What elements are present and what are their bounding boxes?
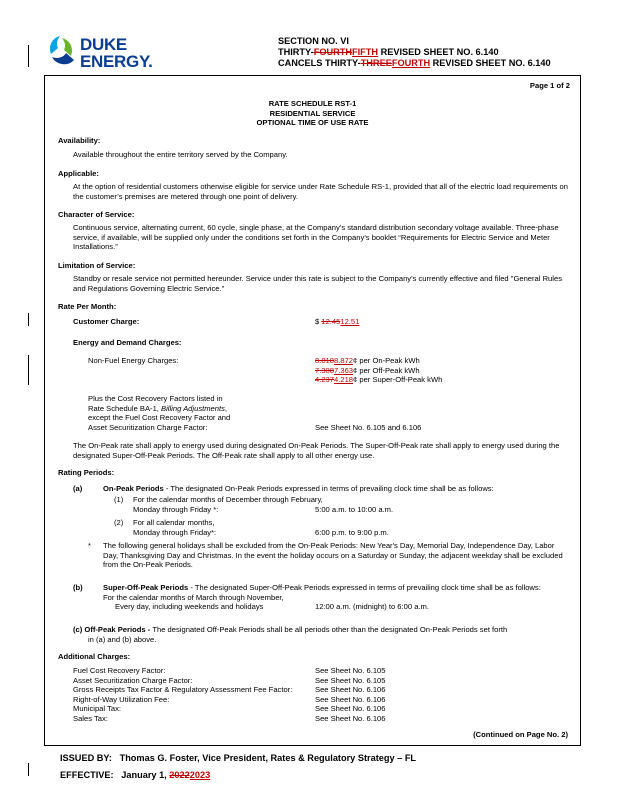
charge-offpeak — [315, 366, 442, 376]
schedule-title — [44, 99, 581, 128]
rate-heading: Rate Per Month: — [58, 302, 117, 311]
title-line1: RATE SCHEDULE RST-1 — [268, 99, 357, 108]
period-c-title: Off-Peak Periods - — [84, 625, 153, 634]
availability-heading: Availability: — [58, 136, 101, 145]
holiday-star: * — [88, 541, 91, 550]
effective-date — [60, 770, 210, 780]
header — [278, 36, 551, 69]
charge-onpeak-deleted: 8.818 — [315, 356, 335, 365]
period-b-first — [103, 583, 568, 593]
cost-recovery-value: See Sheet No. 6.105 and 6.106 — [315, 423, 422, 432]
cc-prefix: $ — [315, 317, 322, 326]
period-b-title: Super-Off-Peak Periods — [103, 583, 189, 592]
issued-by — [60, 753, 416, 763]
page-label: Page 1 of 2 — [529, 81, 570, 90]
period-b-text — [103, 583, 568, 602]
cancels-suffix: REVISED SHEET NO. 6.140 — [430, 58, 551, 68]
period-a2-text — [133, 518, 216, 537]
change-bar — [28, 355, 29, 385]
period-b-line1: For the calendar months of March through November, — [103, 592, 284, 602]
cancels-inserted: FOURTH — [391, 58, 431, 68]
charge-offpeak-suffix: ¢ per Off-Peak kWh — [353, 365, 420, 375]
period-c-label: (c) — [73, 625, 83, 634]
additional-value: See Sheet No. 6.106 — [315, 694, 386, 704]
charge-superoffpeak-inserted: 4.218 — [334, 375, 354, 385]
onpeak-note: The On-Peak rate shall apply to energy used during designated On-Peak Periods. The Super-Off-Peak rate shall apply to energy used during the designated Super-Off-Peak Periods. The Off-Peak rate shall apply to all other energy use. — [73, 441, 560, 460]
plus-line2 — [88, 404, 230, 414]
charge-offpeak-inserted: 7.363 — [334, 365, 354, 375]
additional-values — [315, 666, 386, 724]
period-a-label: (a) — [73, 484, 83, 493]
logo-line1: DUKE — [80, 35, 127, 54]
period-a-title: On-Peak Periods — [103, 484, 164, 493]
additional-label: Fuel Cost Recovery Factor: — [73, 666, 166, 675]
character-text: Continuous service, alternating current, 60 cycle, single phase, at the Company’s standard distribution secondary voltage available. Three-phase service, if available, will be supplied only under the conditions set forth in the Company’s booklet “Requirements for Electric Service and Meter Installations.” — [73, 223, 559, 252]
additional-labels — [73, 666, 292, 724]
charge-onpeak-inserted: 8.872 — [334, 356, 354, 365]
period-b-line2: Every day, including weekends and holidays — [115, 602, 264, 611]
additional-label: Right-of-Way Utilization Fee: — [73, 694, 170, 704]
period-b-body: - The designated Super-Off-Peak Periods expressed in terms of prevailing clock time shall be as follows: — [188, 583, 541, 592]
cancels-prefix: CANCELS THIRTY- — [278, 58, 361, 68]
periods-heading: Rating Periods: — [58, 468, 115, 477]
additional-value: See Sheet No. 6.106 — [315, 685, 386, 695]
issued-label: ISSUED BY: — [60, 753, 112, 763]
revised-inserted: FIFTH — [352, 47, 379, 57]
period-c-body2: in (a) and (b) above. — [88, 634, 157, 644]
availability-text: Available throughout the entire territory served by the Company. — [73, 150, 288, 159]
period-a1-line2: Monday through Friday *: — [133, 504, 219, 514]
plus-line4: Asset Securitization Charge Factor: — [88, 422, 208, 432]
issued-value: Thomas G. Foster, Vice President, Rates & Regulatory Strategy – FL — [119, 753, 417, 763]
nonfuel-charges — [315, 356, 442, 385]
plus-line3: except the Fuel Cost Recovery Factor and — [88, 413, 231, 423]
continued-note: (Continued on Page No. 2) — [473, 730, 568, 739]
title-line3: OPTIONAL TIME OF USE RATE — [256, 118, 369, 128]
period-a2-num: (2) — [114, 518, 124, 527]
applicable-text: At the option of residential customers otherwise eligible for service under Rate Schedule RS-1, provided that all of the electric load requirements on the customer’s premises are metered through one point of delivery. — [73, 182, 568, 201]
charge-superoffpeak — [315, 375, 442, 385]
plus-line2-c: , — [224, 403, 228, 413]
charge-superoffpeak-suffix: ¢ per Super-Off-Peak kWh — [353, 375, 443, 385]
additional-value: See Sheet No. 6.105 — [315, 675, 386, 685]
character-heading: Character of Service: — [58, 210, 135, 219]
plus-line1: Plus the Cost Recovery Factors listed in — [88, 394, 223, 403]
cancels-line — [278, 58, 551, 69]
title-line2: RESIDENTIAL SERVICE — [269, 108, 356, 118]
period-a-body: - The designated On-Peak Periods expressed in terms of prevailing clock time shall be as follows: — [163, 484, 494, 493]
nonfuel-label: Non-Fuel Energy Charges: — [88, 356, 179, 365]
period-b-time: 12:00 a.m. (midnight) to 6:00 a.m. — [315, 602, 429, 611]
period-a2-time: 6:00 p.m. to 9:00 p.m. — [315, 528, 389, 537]
cc-deleted: 12.45 — [321, 317, 341, 326]
charge-offpeak-deleted: 7.308 — [315, 365, 335, 375]
period-a2-line2: Monday through Friday*: — [133, 527, 217, 537]
holiday-note: The following general holidays shall be excluded from the On-Peak Periods: New Year's Day, Memorial Day, Independence Day, Labor Day, Thanksgiving Day and Christmas. In the event the holiday occurs on a Saturday or Sunday, the adjacent weekday shall be excluded from the On-Peak Periods. — [103, 541, 563, 570]
limitation-text: Standby or resale service not permitted hereunder. Service under this rate is subject to the Company's currently effective and filed "General Rules and Regulations Governing Electric Service." — [73, 274, 562, 293]
cost-recovery-block — [88, 394, 230, 432]
plus-line2-a: Rate Schedule BA-1, — [88, 403, 162, 413]
period-c — [73, 625, 568, 644]
limitation-heading: Limitation of Service: — [58, 261, 136, 270]
period-a1-text — [133, 495, 323, 514]
period-a2-line1: For all calendar months, — [133, 518, 215, 527]
revised-suffix: REVISED SHEET NO. 6.140 — [378, 47, 499, 57]
additional-label: Sales Tax: — [73, 713, 108, 723]
effective-label: EFFECTIVE: — [60, 770, 114, 780]
additional-label: Municipal Tax: — [73, 704, 121, 714]
charge-onpeak-suffix: ¢ per On-Peak kWh — [353, 356, 420, 365]
additional-label: Gross Receipts Tax Factor & Regulatory Assessment Fee Factor: — [73, 685, 293, 695]
period-a-text — [103, 484, 568, 494]
period-c-first — [73, 625, 568, 635]
effective-prefix: January 1, — [121, 770, 170, 780]
section-label: SECTION NO. VI — [278, 36, 349, 46]
additional-label: Asset Securitization Charge Factor: — [73, 675, 193, 685]
plus-line2-italic: Billing Adjustments — [161, 403, 225, 413]
cc-inserted: 12.51 — [340, 317, 360, 326]
additional-value: See Sheet No. 6.105 — [315, 666, 386, 675]
energy-heading: Energy and Demand Charges: — [73, 338, 182, 347]
additional-heading: Additional Charges: — [58, 652, 131, 661]
charge-onpeak — [315, 356, 442, 366]
additional-value: See Sheet No. 6.106 — [315, 704, 386, 714]
period-a1-line1: For the calendar months of December through February, — [133, 495, 323, 504]
cancels-deleted: THREE — [360, 58, 392, 68]
revised-line — [278, 47, 551, 58]
period-a1-time: 5:00 a.m. to 10:00 a.m. — [315, 505, 394, 514]
revised-deleted: FOURTH — [313, 47, 353, 57]
period-a1-num: (1) — [114, 495, 124, 504]
change-bar — [28, 45, 29, 67]
revised-prefix: THIRTY- — [278, 47, 314, 57]
period-b-label: (b) — [73, 583, 83, 592]
effective-inserted: 2023 — [189, 770, 211, 780]
applicable-heading: Applicable: — [58, 169, 99, 178]
change-bar — [28, 763, 29, 776]
additional-value: See Sheet No. 6.106 — [315, 713, 386, 723]
customer-charge-value — [315, 317, 359, 327]
change-bar — [28, 313, 29, 326]
effective-deleted: 2022 — [169, 770, 190, 780]
customer-charge-label: Customer Charge: — [73, 317, 140, 326]
period-c-body: The designated Off-Peak Periods shall be all periods other than the designated On-Peak Periods set forth — [152, 625, 508, 634]
charge-superoffpeak-deleted: 4.237 — [315, 375, 335, 385]
logo-line2: ENERGY. — [80, 52, 153, 71]
logo-mark-icon — [46, 34, 78, 68]
